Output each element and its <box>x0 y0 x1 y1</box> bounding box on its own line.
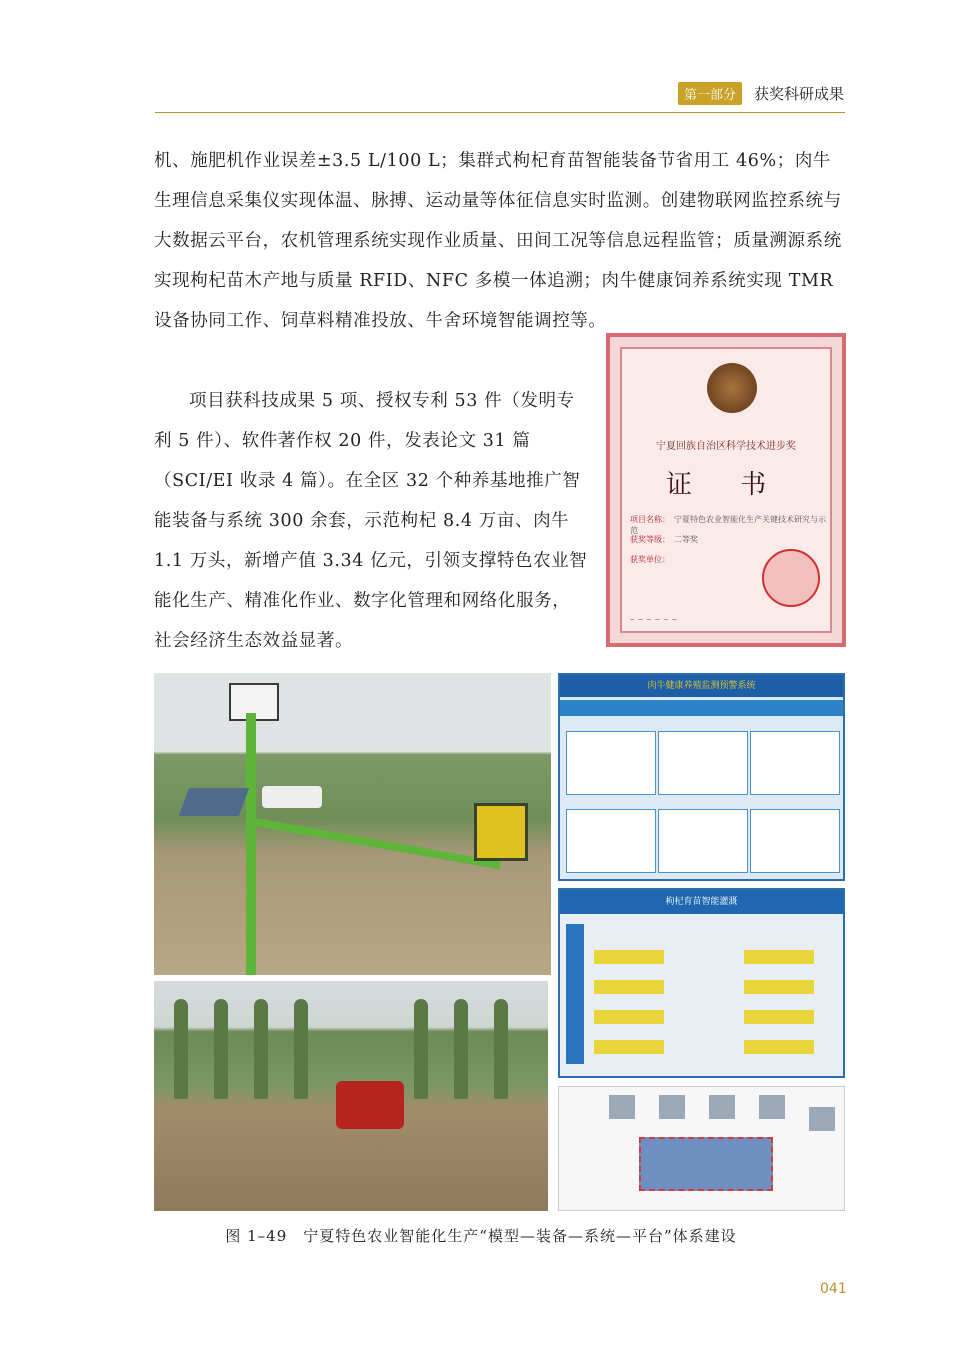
project-value: 宁夏特色农业智能化生产关键技术研究与示范 <box>630 515 826 535</box>
part-badge: 第一部分 <box>678 82 742 105</box>
certificate-grade-row <box>630 534 698 545</box>
award-certificate-image <box>606 333 846 647</box>
unit-label: 获奖单位： <box>630 555 670 564</box>
nursery-sidebar <box>566 924 584 1064</box>
nursery-row <box>744 950 814 964</box>
official-seal-icon <box>762 549 820 607</box>
certificate-number: — — — — — — <box>630 615 677 623</box>
monitor-title-bar: 肉牛健康养殖监测预警系统 <box>560 675 843 697</box>
monitor-tile <box>566 731 656 795</box>
nursery-row <box>744 980 814 994</box>
device-icon <box>609 1095 635 1119</box>
tree <box>214 999 228 1099</box>
device-icon <box>759 1095 785 1119</box>
tractor <box>336 1081 404 1129</box>
body-paragraph-2: 项目获科技成果 5 项、授权专利 53 件（发明专利 5 件）、软件著作权 20 件，发表论文 31 篇（SCI/EI 收录 4 篇）。在全区 32 个种养基地推广智能装备与系统 300 余套，示范枸杞 8.4 万亩、肉牛 1.1 万头，新增产值 3.34 亿元，引领支撑特色农业智能化生产、精准化作业、数字化管理和网络化服务，社会经济生态效益显著。 <box>154 391 588 651</box>
figure-caption: 图 1–49 宁夏特色农业智能化生产“模型—装备—系统—平台”体系建设 <box>225 1227 737 1245</box>
sensor-pole <box>246 713 256 975</box>
certificate-title: 宁夏回族自治区科学技术进步奖 <box>656 441 796 452</box>
solar-panel <box>179 788 249 816</box>
grade-value: 二等奖 <box>674 535 698 544</box>
field-sensor-station-photo <box>154 673 551 975</box>
monitor-nav-bar <box>560 700 843 716</box>
monitor-tile <box>566 809 656 873</box>
tree <box>414 999 428 1099</box>
header-rule <box>155 112 845 113</box>
certificate-project-row <box>630 514 830 536</box>
page-number: 041 <box>820 1281 847 1297</box>
nursery-row <box>744 1010 814 1024</box>
tree <box>174 999 188 1099</box>
body-paragraph-1: 机、施肥机作业误差±3.5 L/100 L；集群式枸杞育苗智能装备节省用工 46%；肉牛生理信息采集仪实现体温、脉搏、运动量等体征信息实时监测。创建物联网监控系统与大数据云平台，农机管理系统实现作业质量、田间工况等信息远程监管；质量溯源系统实现枸杞苗木产地与质量 RFID、NFC 多模一体追溯；肉牛健康饲养系统实现 TMR 设备协同工作、饲草料精准投放、牛舍环境智能调控等。 <box>154 151 842 331</box>
tree <box>254 999 268 1099</box>
nursery-title-bar: 枸杞育苗智能灌溉 <box>560 890 843 914</box>
national-emblem-icon <box>707 363 757 413</box>
tree <box>494 999 508 1099</box>
nursery-row <box>594 1010 664 1024</box>
section-title: 获奖科研成果 <box>753 85 844 103</box>
nursery-irrigation-screenshot <box>558 888 845 1078</box>
cattle-barn <box>639 1137 773 1191</box>
certificate-heading: 证 书 <box>665 470 787 500</box>
running-header <box>678 82 844 105</box>
cattle-monitor-screenshot <box>558 673 845 881</box>
camera-housing <box>262 786 322 808</box>
cattle-barn-diagram <box>558 1086 845 1211</box>
nursery-row <box>594 1040 664 1054</box>
tree <box>294 999 308 1099</box>
device-icon <box>809 1107 835 1131</box>
nursery-row <box>594 950 664 964</box>
device-icon <box>659 1095 685 1119</box>
tree <box>454 999 468 1099</box>
grade-label: 获奖等级： <box>630 535 670 544</box>
monitor-tile <box>658 809 748 873</box>
certificate-unit-row <box>630 554 670 565</box>
nursery-row <box>594 980 664 994</box>
project-label: 项目名称： <box>630 515 670 524</box>
nursery-row <box>744 1040 814 1054</box>
sensor-arm <box>253 818 501 869</box>
monitor-tile <box>658 731 748 795</box>
device-icon <box>709 1095 735 1119</box>
tractor-field-photo <box>154 981 548 1211</box>
insect-trap-board <box>474 803 528 861</box>
monitor-tile <box>750 809 840 873</box>
monitor-tile <box>750 731 840 795</box>
